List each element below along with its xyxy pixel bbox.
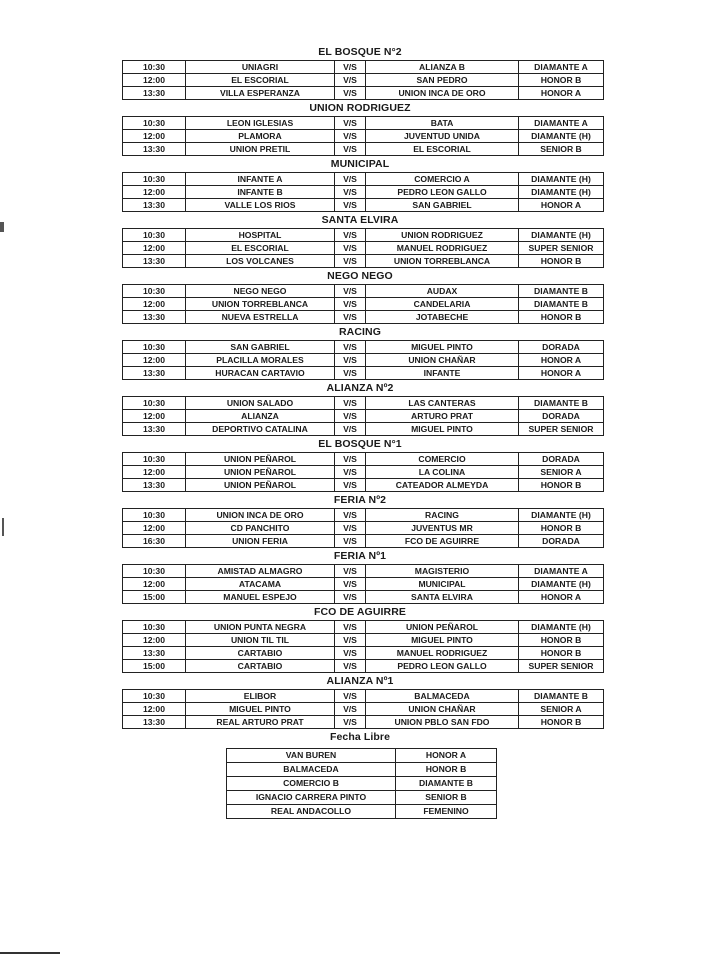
versus-label: V/S [335, 716, 366, 729]
category-label: HONOR B [519, 522, 604, 535]
match-time: 10:30 [123, 117, 186, 130]
match-row [123, 660, 604, 673]
match-row [123, 703, 604, 716]
match-row [123, 410, 604, 423]
versus-label: V/S [335, 621, 366, 634]
home-team: ATACAMA [186, 578, 335, 591]
match-time: 13:30 [123, 311, 186, 324]
home-team: LEON IGLESIAS [186, 117, 335, 130]
match-row [123, 61, 604, 74]
match-row [123, 466, 604, 479]
home-team: HOSPITAL [186, 229, 335, 242]
category-label: DIAMANTE (H) [519, 130, 604, 143]
versus-label: V/S [335, 354, 366, 367]
match-time: 13:30 [123, 716, 186, 729]
versus-label: V/S [335, 199, 366, 212]
fecha-libre-row [227, 805, 497, 819]
match-row [123, 621, 604, 634]
free-team-name: VAN BUREN [227, 749, 396, 763]
away-team: JUVENTUD UNIDA [366, 130, 519, 143]
versus-label: V/S [335, 578, 366, 591]
free-team-category: DIAMANTE B [396, 777, 497, 791]
match-table [122, 116, 604, 156]
category-label: HONOR A [519, 354, 604, 367]
venue-title: NEGO NEGO [327, 270, 393, 282]
away-team: UNION CHAÑAR [366, 703, 519, 716]
free-team-category: SENIOR B [396, 791, 497, 805]
venue-sections [0, 44, 720, 729]
home-team: UNIAGRI [186, 61, 335, 74]
away-team: AUDAX [366, 285, 519, 298]
away-team: MAGISTERIO [366, 565, 519, 578]
category-label: SUPER SENIOR [519, 660, 604, 673]
match-time: 10:30 [123, 285, 186, 298]
away-team: BATA [366, 117, 519, 130]
match-row [123, 143, 604, 156]
home-team: UNION INCA DE ORO [186, 509, 335, 522]
category-label: SUPER SENIOR [519, 423, 604, 436]
category-label: DIAMANTE (H) [519, 173, 604, 186]
versus-label: V/S [335, 565, 366, 578]
match-row [123, 242, 604, 255]
match-row [123, 229, 604, 242]
match-table [122, 172, 604, 212]
fecha-libre-row [227, 763, 497, 777]
fecha-libre-table [226, 748, 497, 819]
versus-label: V/S [335, 509, 366, 522]
match-row [123, 341, 604, 354]
match-time: 10:30 [123, 509, 186, 522]
away-team: COMERCIO [366, 453, 519, 466]
match-time: 10:30 [123, 397, 186, 410]
match-row [123, 535, 604, 548]
match-time: 12:00 [123, 410, 186, 423]
home-team: DEPORTIVO CATALINA [186, 423, 335, 436]
away-team: MANUEL RODRIGUEZ [366, 647, 519, 660]
versus-label: V/S [335, 410, 366, 423]
away-team: MIGUEL PINTO [366, 341, 519, 354]
away-team: CANDELARIA [366, 298, 519, 311]
home-team: UNION PEÑAROL [186, 453, 335, 466]
home-team: REAL ARTURO PRAT [186, 716, 335, 729]
match-row [123, 173, 604, 186]
home-team: INFANTE A [186, 173, 335, 186]
home-team: CARTABIO [186, 660, 335, 673]
versus-label: V/S [335, 311, 366, 324]
away-team: SAN GABRIEL [366, 199, 519, 212]
versus-label: V/S [335, 522, 366, 535]
category-label: DORADA [519, 453, 604, 466]
away-team: JUVENTUS MR [366, 522, 519, 535]
category-label: DIAMANTE B [519, 285, 604, 298]
match-time: 10:30 [123, 61, 186, 74]
match-time: 10:30 [123, 690, 186, 703]
category-label: HONOR B [519, 311, 604, 324]
home-team: UNION TORREBLANCA [186, 298, 335, 311]
versus-label: V/S [335, 285, 366, 298]
versus-label: V/S [335, 703, 366, 716]
match-time: 16:30 [123, 535, 186, 548]
versus-label: V/S [335, 466, 366, 479]
fecha-libre-row [227, 791, 497, 805]
away-team: LAS CANTERAS [366, 397, 519, 410]
category-label: DIAMANTE B [519, 690, 604, 703]
category-label: DIAMANTE (H) [519, 621, 604, 634]
fecha-libre-row [227, 777, 497, 791]
home-team: ALIANZA [186, 410, 335, 423]
away-team: ALIANZA B [366, 61, 519, 74]
venue-title: EL BOSQUE N°2 [318, 46, 402, 58]
match-row [123, 578, 604, 591]
home-team: UNION PUNTA NEGRA [186, 621, 335, 634]
category-label: HONOR A [519, 87, 604, 100]
match-row [123, 117, 604, 130]
away-team: UNION RODRIGUEZ [366, 229, 519, 242]
match-row [123, 509, 604, 522]
home-team: UNION FERIA [186, 535, 335, 548]
away-team: UNION INCA DE ORO [366, 87, 519, 100]
category-label: SENIOR B [519, 143, 604, 156]
category-label: SENIOR A [519, 466, 604, 479]
venue-title: UNION RODRIGUEZ [309, 102, 411, 114]
match-time: 13:30 [123, 367, 186, 380]
versus-label: V/S [335, 143, 366, 156]
match-row [123, 367, 604, 380]
match-row [123, 522, 604, 535]
match-row [123, 647, 604, 660]
match-time: 12:00 [123, 578, 186, 591]
away-team: PEDRO LEON GALLO [366, 660, 519, 673]
category-label: DIAMANTE A [519, 117, 604, 130]
home-team: PLACILLA MORALES [186, 354, 335, 367]
match-time: 12:00 [123, 186, 186, 199]
away-team: INFANTE [366, 367, 519, 380]
category-label: DIAMANTE (H) [519, 186, 604, 199]
versus-label: V/S [335, 690, 366, 703]
category-label: DIAMANTE (H) [519, 229, 604, 242]
match-time: 10:30 [123, 229, 186, 242]
category-label: HONOR B [519, 647, 604, 660]
home-team: NEGO NEGO [186, 285, 335, 298]
match-table [122, 564, 604, 604]
match-table [122, 508, 604, 548]
versus-label: V/S [335, 130, 366, 143]
away-team: COMERCIO A [366, 173, 519, 186]
home-team: ELIBOR [186, 690, 335, 703]
away-team: JOTABECHE [366, 311, 519, 324]
match-time: 12:00 [123, 703, 186, 716]
versus-label: V/S [335, 87, 366, 100]
venue-title: FCO DE AGUIRRE [313, 606, 406, 618]
home-team: UNION PRETIL [186, 143, 335, 156]
category-label: HONOR A [519, 367, 604, 380]
free-team-name: IGNACIO CARRERA PINTO [227, 791, 396, 805]
match-row [123, 634, 604, 647]
match-time: 13:30 [123, 255, 186, 268]
match-table [122, 284, 604, 324]
category-label: DORADA [519, 410, 604, 423]
home-team: MANUEL ESPEJO [186, 591, 335, 604]
versus-label: V/S [335, 591, 366, 604]
match-time: 12:00 [123, 74, 186, 87]
match-time: 12:00 [123, 130, 186, 143]
versus-label: V/S [335, 397, 366, 410]
home-team: EL ESCORIAL [186, 242, 335, 255]
fecha-libre-row [227, 749, 497, 763]
match-time: 12:00 [123, 522, 186, 535]
away-team: PEDRO LEON GALLO [366, 186, 519, 199]
match-row [123, 298, 604, 311]
match-row [123, 130, 604, 143]
match-row [123, 186, 604, 199]
versus-label: V/S [335, 479, 366, 492]
match-row [123, 199, 604, 212]
match-row [123, 311, 604, 324]
free-team-category: FEMENINO [396, 805, 497, 819]
home-team: AMISTAD ALMAGRO [186, 565, 335, 578]
category-label: DIAMANTE A [519, 565, 604, 578]
match-time: 15:00 [123, 660, 186, 673]
venue-title: MUNICIPAL [330, 158, 390, 170]
category-label: HONOR B [519, 479, 604, 492]
versus-label: V/S [335, 535, 366, 548]
category-label: DIAMANTE B [519, 397, 604, 410]
category-label: HONOR B [519, 716, 604, 729]
home-team: UNION TIL TIL [186, 634, 335, 647]
home-team: PLAMORA [186, 130, 335, 143]
versus-label: V/S [335, 242, 366, 255]
away-team: SAN PEDRO [366, 74, 519, 87]
category-label: DORADA [519, 535, 604, 548]
category-label: HONOR A [519, 199, 604, 212]
match-row [123, 690, 604, 703]
versus-label: V/S [335, 647, 366, 660]
match-time: 10:30 [123, 621, 186, 634]
match-time: 12:00 [123, 242, 186, 255]
home-team: VILLA ESPERANZA [186, 87, 335, 100]
away-team: EL ESCORIAL [366, 143, 519, 156]
away-team: UNION PBLO SAN FDO [366, 716, 519, 729]
category-label: SUPER SENIOR [519, 242, 604, 255]
away-team: MIGUEL PINTO [366, 634, 519, 647]
match-row [123, 423, 604, 436]
match-row [123, 565, 604, 578]
home-team: UNION PEÑAROL [186, 479, 335, 492]
home-team: INFANTE B [186, 186, 335, 199]
away-team: UNION PEÑAROL [366, 621, 519, 634]
away-team: RACING [366, 509, 519, 522]
away-team: ARTURO PRAT [366, 410, 519, 423]
category-label: DIAMANTE (H) [519, 578, 604, 591]
match-row [123, 87, 604, 100]
category-label: HONOR A [519, 591, 604, 604]
category-label: DORADA [519, 341, 604, 354]
match-time: 10:30 [123, 453, 186, 466]
versus-label: V/S [335, 367, 366, 380]
away-team: MIGUEL PINTO [366, 423, 519, 436]
versus-label: V/S [335, 173, 366, 186]
away-team: MANUEL RODRIGUEZ [366, 242, 519, 255]
match-time: 13:30 [123, 199, 186, 212]
match-time: 13:30 [123, 647, 186, 660]
away-team: SANTA ELVIRA [366, 591, 519, 604]
venue-title: FERIA Nº1 [333, 550, 387, 562]
versus-label: V/S [335, 298, 366, 311]
home-team: EL ESCORIAL [186, 74, 335, 87]
category-label: DIAMANTE (H) [519, 509, 604, 522]
versus-label: V/S [335, 229, 366, 242]
home-team: LOS VOLCANES [186, 255, 335, 268]
versus-label: V/S [335, 186, 366, 199]
edge-mark [0, 952, 60, 954]
versus-label: V/S [335, 117, 366, 130]
match-time: 13:30 [123, 479, 186, 492]
home-team: CD PANCHITO [186, 522, 335, 535]
away-team: LA COLINA [366, 466, 519, 479]
free-team-name: BALMACEDA [227, 763, 396, 777]
away-team: UNION TORREBLANCA [366, 255, 519, 268]
match-row [123, 354, 604, 367]
match-row [123, 285, 604, 298]
schedule-sheet [0, 44, 720, 819]
match-table [122, 60, 604, 100]
versus-label: V/S [335, 341, 366, 354]
match-time: 10:30 [123, 173, 186, 186]
category-label: HONOR B [519, 255, 604, 268]
match-table [122, 340, 604, 380]
match-row [123, 591, 604, 604]
match-row [123, 74, 604, 87]
home-team: UNION SALADO [186, 397, 335, 410]
match-table [122, 620, 604, 673]
away-team: BALMACEDA [366, 690, 519, 703]
free-team-category: HONOR A [396, 749, 497, 763]
versus-label: V/S [335, 255, 366, 268]
match-table [122, 452, 604, 492]
match-time: 12:00 [123, 466, 186, 479]
away-team: MUNICIPAL [366, 578, 519, 591]
free-team-name: REAL ANDACOLLO [227, 805, 396, 819]
venue-title: FERIA Nº2 [333, 494, 387, 506]
category-label: HONOR B [519, 74, 604, 87]
match-time: 13:30 [123, 423, 186, 436]
venue-title: EL BOSQUE N°1 [318, 438, 402, 450]
free-team-category: HONOR B [396, 763, 497, 777]
versus-label: V/S [335, 74, 366, 87]
versus-label: V/S [335, 634, 366, 647]
edge-mark [2, 518, 4, 536]
match-row [123, 479, 604, 492]
match-time: 13:30 [123, 87, 186, 100]
home-team: HURACAN CARTAVIO [186, 367, 335, 380]
home-team: SAN GABRIEL [186, 341, 335, 354]
match-time: 12:00 [123, 354, 186, 367]
match-time: 10:30 [123, 341, 186, 354]
versus-label: V/S [335, 453, 366, 466]
match-row [123, 716, 604, 729]
match-time: 10:30 [123, 565, 186, 578]
home-team: VALLE LOS RIOS [186, 199, 335, 212]
category-label: DIAMANTE A [519, 61, 604, 74]
match-time: 15:00 [123, 591, 186, 604]
home-team: CARTABIO [186, 647, 335, 660]
free-team-name: COMERCIO B [227, 777, 396, 791]
match-table [122, 689, 604, 729]
away-team: CATEADOR ALMEYDA [366, 479, 519, 492]
match-row [123, 397, 604, 410]
home-team: NUEVA ESTRELLA [186, 311, 335, 324]
match-time: 12:00 [123, 634, 186, 647]
venue-title: RACING [338, 326, 381, 338]
away-team: FCO DE AGUIRRE [366, 535, 519, 548]
match-row [123, 255, 604, 268]
match-time: 12:00 [123, 298, 186, 311]
versus-label: V/S [335, 61, 366, 74]
match-time: 13:30 [123, 143, 186, 156]
venue-title: ALIANZA Nº1 [326, 675, 394, 687]
away-team: UNION CHAÑAR [366, 354, 519, 367]
match-row [123, 453, 604, 466]
match-table [122, 228, 604, 268]
category-label: SENIOR A [519, 703, 604, 716]
category-label: DIAMANTE B [519, 298, 604, 311]
category-label: HONOR B [519, 634, 604, 647]
home-team: UNION PEÑAROL [186, 466, 335, 479]
venue-title: ALIANZA Nº2 [326, 382, 394, 394]
venue-title: SANTA ELVIRA [321, 214, 399, 226]
home-team: MIGUEL PINTO [186, 703, 335, 716]
match-table [122, 396, 604, 436]
edge-mark [0, 222, 4, 232]
versus-label: V/S [335, 423, 366, 436]
fecha-libre-title: Fecha Libre [329, 731, 391, 743]
versus-label: V/S [335, 660, 366, 673]
